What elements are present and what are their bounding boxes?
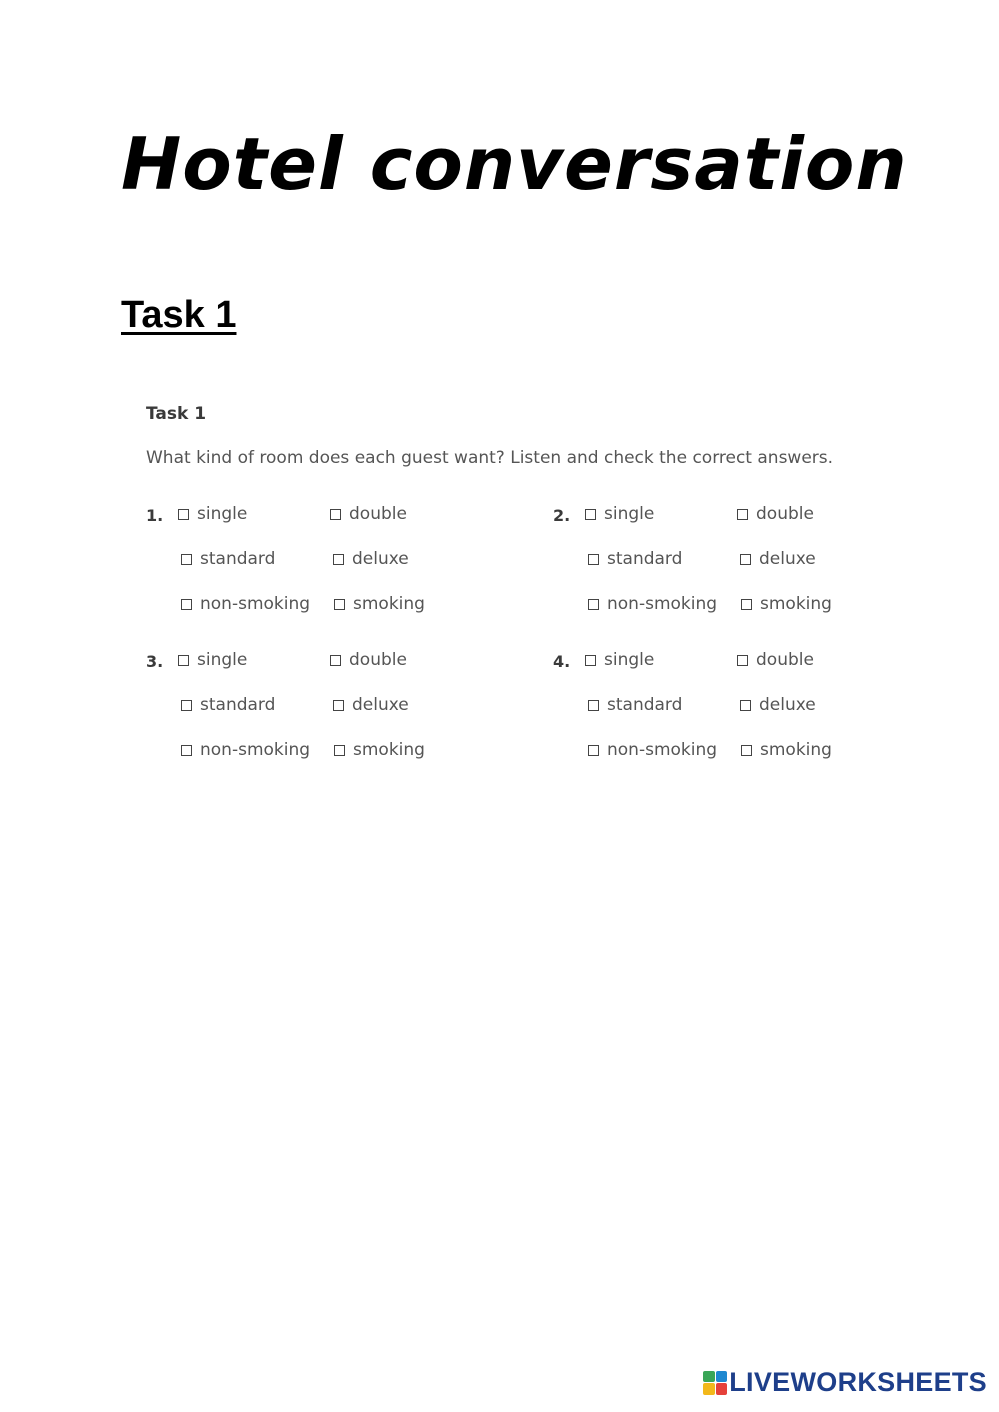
option-standard[interactable]: standard [181, 695, 275, 715]
option-standard[interactable]: standard [181, 549, 275, 569]
question-number: 1. [146, 506, 164, 525]
checkbox-icon[interactable] [181, 554, 192, 565]
option-single[interactable]: single [178, 650, 247, 670]
option-standard[interactable]: standard [588, 695, 682, 715]
liveworksheets-logo-icon [703, 1371, 727, 1395]
checkbox-icon[interactable] [588, 554, 599, 565]
checkbox-icon[interactable] [740, 700, 751, 711]
checkbox-icon[interactable] [737, 655, 748, 666]
checkbox-icon[interactable] [181, 700, 192, 711]
checkbox-icon[interactable] [181, 745, 192, 756]
checkbox-icon[interactable] [585, 509, 596, 520]
checkbox-icon[interactable] [741, 745, 752, 756]
option-single[interactable]: single [585, 504, 654, 524]
checkbox-icon[interactable] [330, 655, 341, 666]
checkbox-icon[interactable] [333, 700, 344, 711]
checkbox-icon[interactable] [333, 554, 344, 565]
checkbox-icon[interactable] [585, 655, 596, 666]
checkbox-icon[interactable] [181, 599, 192, 610]
option-deluxe[interactable]: deluxe [333, 549, 409, 569]
checkbox-icon[interactable] [740, 554, 751, 565]
question-2 [553, 504, 853, 644]
question-number: 3. [146, 652, 164, 671]
option-non-smoking[interactable]: non-smoking [181, 740, 310, 760]
option-deluxe[interactable]: deluxe [333, 695, 409, 715]
option-smoking[interactable]: smoking [334, 594, 425, 614]
option-non-smoking[interactable]: non-smoking [181, 594, 310, 614]
question-3 [146, 650, 446, 790]
option-single[interactable]: single [585, 650, 654, 670]
option-double[interactable]: double [737, 650, 814, 670]
question-1 [146, 504, 446, 644]
checkbox-icon[interactable] [588, 745, 599, 756]
checkbox-icon[interactable] [334, 745, 345, 756]
option-smoking[interactable]: smoking [741, 740, 832, 760]
option-double[interactable]: double [737, 504, 814, 524]
option-double[interactable]: double [330, 504, 407, 524]
checkbox-icon[interactable] [741, 599, 752, 610]
option-deluxe[interactable]: deluxe [740, 549, 816, 569]
option-single[interactable]: single [178, 504, 247, 524]
question-4 [553, 650, 853, 790]
checkbox-icon[interactable] [178, 655, 189, 666]
brand-name: LIVEWORKSHEETS [729, 1367, 987, 1397]
checkbox-icon[interactable] [588, 599, 599, 610]
checkbox-icon[interactable] [334, 599, 345, 610]
checkbox-icon[interactable] [737, 509, 748, 520]
option-non-smoking[interactable]: non-smoking [588, 740, 717, 760]
checkbox-icon[interactable] [588, 700, 599, 711]
option-double[interactable]: double [330, 650, 407, 670]
checkbox-icon[interactable] [178, 509, 189, 520]
task-label: Task 1 [146, 404, 207, 424]
option-smoking[interactable]: smoking [741, 594, 832, 614]
section-heading: Task 1 [121, 294, 237, 336]
task-instructions: What kind of room does each guest want? Listen and check the correct answers. [146, 448, 834, 468]
option-deluxe[interactable]: deluxe [740, 695, 816, 715]
option-non-smoking[interactable]: non-smoking [588, 594, 717, 614]
checkbox-icon[interactable] [330, 509, 341, 520]
liveworksheets-logo [703, 1367, 987, 1398]
option-smoking[interactable]: smoking [334, 740, 425, 760]
question-number: 4. [553, 652, 571, 671]
question-number: 2. [553, 506, 571, 525]
option-standard[interactable]: standard [588, 549, 682, 569]
worksheet-title: Hotel conversation [121, 122, 908, 206]
